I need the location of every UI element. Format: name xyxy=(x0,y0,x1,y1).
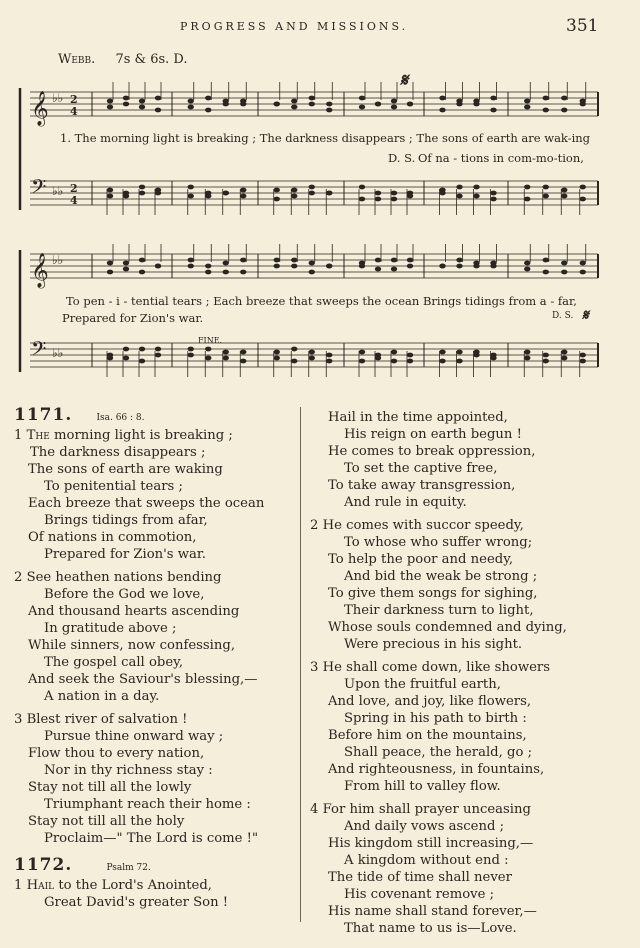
ds-label-1: D. S. xyxy=(388,151,416,165)
verse-line: He comes to break oppression, xyxy=(328,444,536,459)
note-head xyxy=(359,350,365,355)
note-head xyxy=(561,270,567,275)
verse-line: And seek the Saviour's blessing,— xyxy=(28,672,258,687)
note-head xyxy=(139,99,145,104)
treble-clef-icon: 𝄞 xyxy=(31,91,49,126)
note-head xyxy=(524,261,530,266)
note-head xyxy=(309,191,315,196)
note-head xyxy=(524,356,530,361)
verse-line: Prepared for Zion's war. xyxy=(44,547,206,562)
note-head xyxy=(107,105,113,110)
note-head xyxy=(580,102,586,107)
note-head xyxy=(188,185,194,190)
verse-line: To set the captive free, xyxy=(344,461,498,476)
note-head xyxy=(375,191,381,196)
verse-line: morning light is breaking ; xyxy=(54,428,233,443)
note-head xyxy=(205,96,211,101)
note-head xyxy=(139,359,145,364)
verse-line: And bid the weak be strong ; xyxy=(344,569,538,584)
verse-line: Flow thou to every nation, xyxy=(28,746,205,761)
note-head xyxy=(580,261,586,266)
note-head xyxy=(223,261,229,266)
note-head xyxy=(407,359,413,364)
verse-line: The darkness disappears ; xyxy=(30,445,206,460)
music-lyric-line-3: To pen - i - tential tears ; Each breeze that sweeps the ocean Brings tidings from a - far, xyxy=(66,294,577,308)
verse-line: Pursue thine onward way ; xyxy=(44,729,224,744)
scripture-reference: Isa. 66 : 8. xyxy=(96,413,145,423)
note-head xyxy=(359,96,365,101)
note-head xyxy=(107,188,113,193)
verse-line: While sinners, now confessing, xyxy=(28,638,236,653)
verse-line: Great David's greater Son ! xyxy=(44,895,229,910)
note-head xyxy=(107,194,113,199)
segno-sign: 𝄋 xyxy=(400,70,408,91)
verse-line: In gratitude above ; xyxy=(44,621,177,636)
note-head xyxy=(439,264,445,269)
note-head xyxy=(188,258,194,263)
verse-line: Proclaim—" The Lord is come !" xyxy=(44,831,259,846)
time-signature: 4 xyxy=(70,105,78,118)
note-head xyxy=(490,197,496,202)
verse-line: Spring in his path to birth : xyxy=(344,711,527,726)
verse-line: See heathen nations bending xyxy=(26,570,222,585)
tune-name: Webb. xyxy=(58,52,96,67)
column-divider xyxy=(300,407,301,922)
verse-line: And daily vows ascend ; xyxy=(344,819,505,834)
note-head xyxy=(309,102,315,107)
note-head xyxy=(123,194,129,199)
note-head xyxy=(240,188,246,193)
note-head xyxy=(439,96,445,101)
note-head xyxy=(375,197,381,202)
note-head xyxy=(456,350,462,355)
note-head xyxy=(240,194,246,199)
note-head xyxy=(309,185,315,190)
verse-line: Each breeze that sweeps the ocean xyxy=(28,496,265,511)
note-head xyxy=(359,197,365,202)
note-head xyxy=(490,96,496,101)
note-head xyxy=(326,108,332,113)
verse-line: The sons of earth are waking xyxy=(28,462,223,477)
note-head xyxy=(223,356,229,361)
note-head xyxy=(223,102,229,107)
treble-clef-icon: 𝄞 xyxy=(31,253,49,288)
note-head xyxy=(543,359,549,364)
note-head xyxy=(326,353,332,358)
note-head xyxy=(274,188,280,193)
note-head xyxy=(188,347,194,352)
note-head xyxy=(223,350,229,355)
note-head xyxy=(543,185,549,190)
note-head xyxy=(543,270,549,275)
note-head xyxy=(291,359,297,364)
key-signature-flat-icon: ♭♭ xyxy=(52,346,64,360)
note-head xyxy=(291,264,297,269)
hymn-number: 1172. xyxy=(14,855,73,875)
stanza-1-continued xyxy=(310,409,630,511)
note-head xyxy=(359,185,365,190)
note-head xyxy=(123,96,129,101)
verse-line: That name to us is—Love. xyxy=(344,921,517,936)
note-head xyxy=(561,356,567,361)
note-head xyxy=(139,347,145,352)
note-head xyxy=(240,350,246,355)
note-head xyxy=(188,264,194,269)
note-head xyxy=(561,194,567,199)
verse-line: Of nations in commotion, xyxy=(28,530,197,545)
verse-line: From hill to valley flow. xyxy=(344,779,501,794)
page-header xyxy=(0,14,640,44)
note-head xyxy=(473,194,479,199)
verse-line: And thousand hearts ascending xyxy=(28,604,240,619)
note-head xyxy=(543,194,549,199)
note-head xyxy=(375,258,381,263)
note-head xyxy=(240,102,246,107)
verse-line: Hail in the time appointed, xyxy=(328,410,508,425)
note-head xyxy=(490,356,496,361)
note-head xyxy=(391,350,397,355)
note-head xyxy=(155,347,161,352)
note-head xyxy=(473,353,479,358)
note-head xyxy=(274,197,280,202)
note-head xyxy=(309,350,315,355)
key-signature-flat-icon: ♭♭ xyxy=(52,253,64,267)
note-head xyxy=(223,191,229,196)
note-head xyxy=(543,258,549,263)
running-title: PROGRESS AND MISSIONS. xyxy=(180,20,409,33)
verse-line: And love, and joy, like flowers, xyxy=(328,694,532,709)
page-number: 351 xyxy=(566,16,599,36)
note-head xyxy=(391,267,397,272)
stanza-1-start xyxy=(14,877,299,911)
hymn-heading xyxy=(14,857,299,877)
stanza-1 xyxy=(14,427,299,563)
verse-line: Shall peace, the herald, go ; xyxy=(344,745,533,760)
note-head xyxy=(139,258,145,263)
note-head xyxy=(291,347,297,352)
music-lyric-line-2: Of na - tions in com-mo-tion, xyxy=(418,151,584,165)
note-head xyxy=(155,191,161,196)
stanza-number: 2 xyxy=(310,518,319,533)
note-head xyxy=(240,258,246,263)
note-head xyxy=(326,264,332,269)
stanza-lead-word: The xyxy=(26,428,50,443)
music-lyric-line-1: 1. The morning light is breaking ; The darkness disappears ; The sons of earth are wak-ing xyxy=(60,131,591,145)
verse-line: A kingdom without end : xyxy=(344,853,509,868)
note-head xyxy=(391,197,397,202)
note-head xyxy=(205,194,211,199)
note-head xyxy=(580,353,586,358)
bass-clef-icon: 𝄢 xyxy=(31,175,47,203)
note-head xyxy=(309,261,315,266)
note-head xyxy=(375,267,381,272)
note-head xyxy=(456,185,462,190)
verse-line: Before the God we love, xyxy=(44,587,205,602)
note-head xyxy=(456,194,462,199)
note-head xyxy=(580,185,586,190)
note-head xyxy=(391,99,397,104)
note-head xyxy=(473,185,479,190)
note-head xyxy=(456,258,462,263)
note-head xyxy=(407,102,413,107)
verse-line: To take away transgression, xyxy=(328,478,516,493)
note-head xyxy=(205,264,211,269)
note-head xyxy=(543,353,549,358)
note-head xyxy=(291,258,297,263)
note-head xyxy=(107,99,113,104)
note-head xyxy=(107,261,113,266)
note-head xyxy=(274,264,280,269)
note-head xyxy=(375,102,381,107)
stanza-2 xyxy=(14,569,299,705)
verse-line: The tide of time shall never xyxy=(328,870,512,885)
note-head xyxy=(391,105,397,110)
note-head xyxy=(580,359,586,364)
note-head xyxy=(439,359,445,364)
note-head xyxy=(490,108,496,113)
note-head xyxy=(205,108,211,113)
note-head xyxy=(524,105,530,110)
note-head xyxy=(524,350,530,355)
key-signature-flat-icon: ♭♭ xyxy=(52,91,64,105)
note-head xyxy=(155,264,161,269)
note-head xyxy=(326,102,332,107)
hymn-number: 1171. xyxy=(14,405,73,425)
verse-line: Triumphant reach their home : xyxy=(44,797,251,812)
note-head xyxy=(123,356,129,361)
note-head xyxy=(456,102,462,107)
verse-line: to the Lord's Anointed, xyxy=(58,878,212,893)
note-head xyxy=(524,267,530,272)
music-lyric-line-4: Prepared for Zion's war. xyxy=(62,311,204,325)
verse-line: A nation in a day. xyxy=(44,689,160,704)
note-head xyxy=(543,108,549,113)
note-head xyxy=(561,108,567,113)
note-head xyxy=(580,197,586,202)
note-head xyxy=(139,185,145,190)
note-head xyxy=(326,359,332,364)
note-head xyxy=(188,353,194,358)
note-head xyxy=(561,96,567,101)
note-head xyxy=(561,350,567,355)
stanza-number: 3 xyxy=(14,712,23,727)
verse-line: And rule in equity. xyxy=(344,495,467,510)
note-head xyxy=(359,105,365,110)
tune-meter: 7s & 6s. D. xyxy=(115,52,188,67)
note-head xyxy=(407,194,413,199)
verse-line: Upon the fruitful earth, xyxy=(344,677,501,692)
note-head xyxy=(123,261,129,266)
verse-line: To penitential tears ; xyxy=(44,479,183,494)
verse-line: To help the poor and needy, xyxy=(328,552,514,567)
note-head xyxy=(309,356,315,361)
note-head xyxy=(407,353,413,358)
note-head xyxy=(188,99,194,104)
note-head xyxy=(407,258,413,263)
verse-line: His name shall stand forever,— xyxy=(328,904,537,919)
bass-clef-icon: 𝄢 xyxy=(31,337,47,365)
note-head xyxy=(359,359,365,364)
segno-sign-end: 𝄋 xyxy=(582,306,589,324)
note-head xyxy=(439,108,445,113)
note-head xyxy=(473,102,479,107)
note-head xyxy=(391,258,397,263)
note-head xyxy=(439,350,445,355)
verse-line: The gospel call obey, xyxy=(44,655,184,670)
note-head xyxy=(291,188,297,193)
verse-line: To whose who suffer wrong; xyxy=(344,535,533,550)
note-head xyxy=(274,350,280,355)
note-head xyxy=(155,96,161,101)
note-head xyxy=(524,99,530,104)
time-signature: 4 xyxy=(70,194,78,207)
note-head xyxy=(107,356,113,361)
note-head xyxy=(240,359,246,364)
note-head xyxy=(407,264,413,269)
stanza-number: 1 xyxy=(14,428,23,443)
ds-label-2: D. S. xyxy=(552,311,574,321)
note-head xyxy=(291,99,297,104)
note-head xyxy=(107,270,113,275)
note-head xyxy=(139,270,145,275)
note-head xyxy=(580,270,586,275)
note-head xyxy=(490,264,496,269)
note-head xyxy=(524,197,530,202)
time-signature: 2 xyxy=(70,93,78,106)
verse-line: He comes with succor speedy, xyxy=(322,518,524,533)
hymn-heading xyxy=(14,407,299,427)
note-head xyxy=(473,264,479,269)
stanza-number: 4 xyxy=(310,802,319,817)
key-signature-flat-icon: ♭♭ xyxy=(52,184,64,198)
note-head xyxy=(274,356,280,361)
note-head xyxy=(123,347,129,352)
verse-line: His kingdom still increasing,— xyxy=(328,836,534,851)
note-head xyxy=(359,264,365,269)
note-head xyxy=(309,270,315,275)
verse-line: Stay not till all the holy xyxy=(28,814,185,829)
stanza-lead-word: Hail xyxy=(26,878,55,893)
note-head xyxy=(561,261,567,266)
note-head xyxy=(139,105,145,110)
verse-line: Brings tidings from afar, xyxy=(44,513,208,528)
note-head xyxy=(155,108,161,113)
stanza-number: 1 xyxy=(14,878,23,893)
hymn-1171 xyxy=(14,407,299,911)
stanza-number: 2 xyxy=(14,570,23,585)
note-head xyxy=(309,96,315,101)
fine-mark: FINE. xyxy=(198,336,223,345)
verse-line: He shall come down, like showers xyxy=(322,660,551,675)
stanza-2 xyxy=(310,517,630,653)
verse-line: And righteousness, in fountains, xyxy=(328,762,545,777)
verse-line: For him shall prayer unceasing xyxy=(322,802,531,817)
verse-line: Their darkness turn to light, xyxy=(344,603,534,618)
music-score xyxy=(14,60,604,385)
stanza-3 xyxy=(14,711,299,847)
note-head xyxy=(543,96,549,101)
note-head xyxy=(391,191,397,196)
time-signature: 2 xyxy=(70,182,78,195)
stanza-3 xyxy=(310,659,630,795)
note-head xyxy=(205,270,211,275)
hymn-1172 xyxy=(310,409,630,937)
note-head xyxy=(391,359,397,364)
stanza-number: 3 xyxy=(310,660,319,675)
verse-line: To give them songs for sighing, xyxy=(328,586,538,601)
note-head xyxy=(456,264,462,269)
note-head xyxy=(139,191,145,196)
verse-line: His reign on earth begun ! xyxy=(344,427,522,442)
note-head xyxy=(291,194,297,199)
note-head xyxy=(123,102,129,107)
verse-line: Were precious in his sight. xyxy=(344,637,523,652)
note-head xyxy=(205,356,211,361)
verse-line: Stay not till all the lowly xyxy=(28,780,192,795)
note-head xyxy=(326,191,332,196)
verse-line: Nor in thy richness stay : xyxy=(44,763,213,778)
note-head xyxy=(274,102,280,107)
verse-line: Whose souls condemned and dying, xyxy=(328,620,567,635)
verse-line: His covenant remove ; xyxy=(344,887,495,902)
note-head xyxy=(240,270,246,275)
note-head xyxy=(439,191,445,196)
note-head xyxy=(155,353,161,358)
note-head xyxy=(291,105,297,110)
note-head xyxy=(274,258,280,263)
verse-line: Blest river of salvation ! xyxy=(26,712,188,727)
stanza-4 xyxy=(310,801,630,937)
note-head xyxy=(490,191,496,196)
note-head xyxy=(375,356,381,361)
note-head xyxy=(561,188,567,193)
note-head xyxy=(123,267,129,272)
note-head xyxy=(456,359,462,364)
note-head xyxy=(205,347,211,352)
note-head xyxy=(524,185,530,190)
note-head xyxy=(188,194,194,199)
scripture-reference: Psalm 72. xyxy=(106,863,151,873)
verse-line: Before him on the mountains, xyxy=(328,728,527,743)
note-head xyxy=(223,270,229,275)
note-head xyxy=(188,105,194,110)
